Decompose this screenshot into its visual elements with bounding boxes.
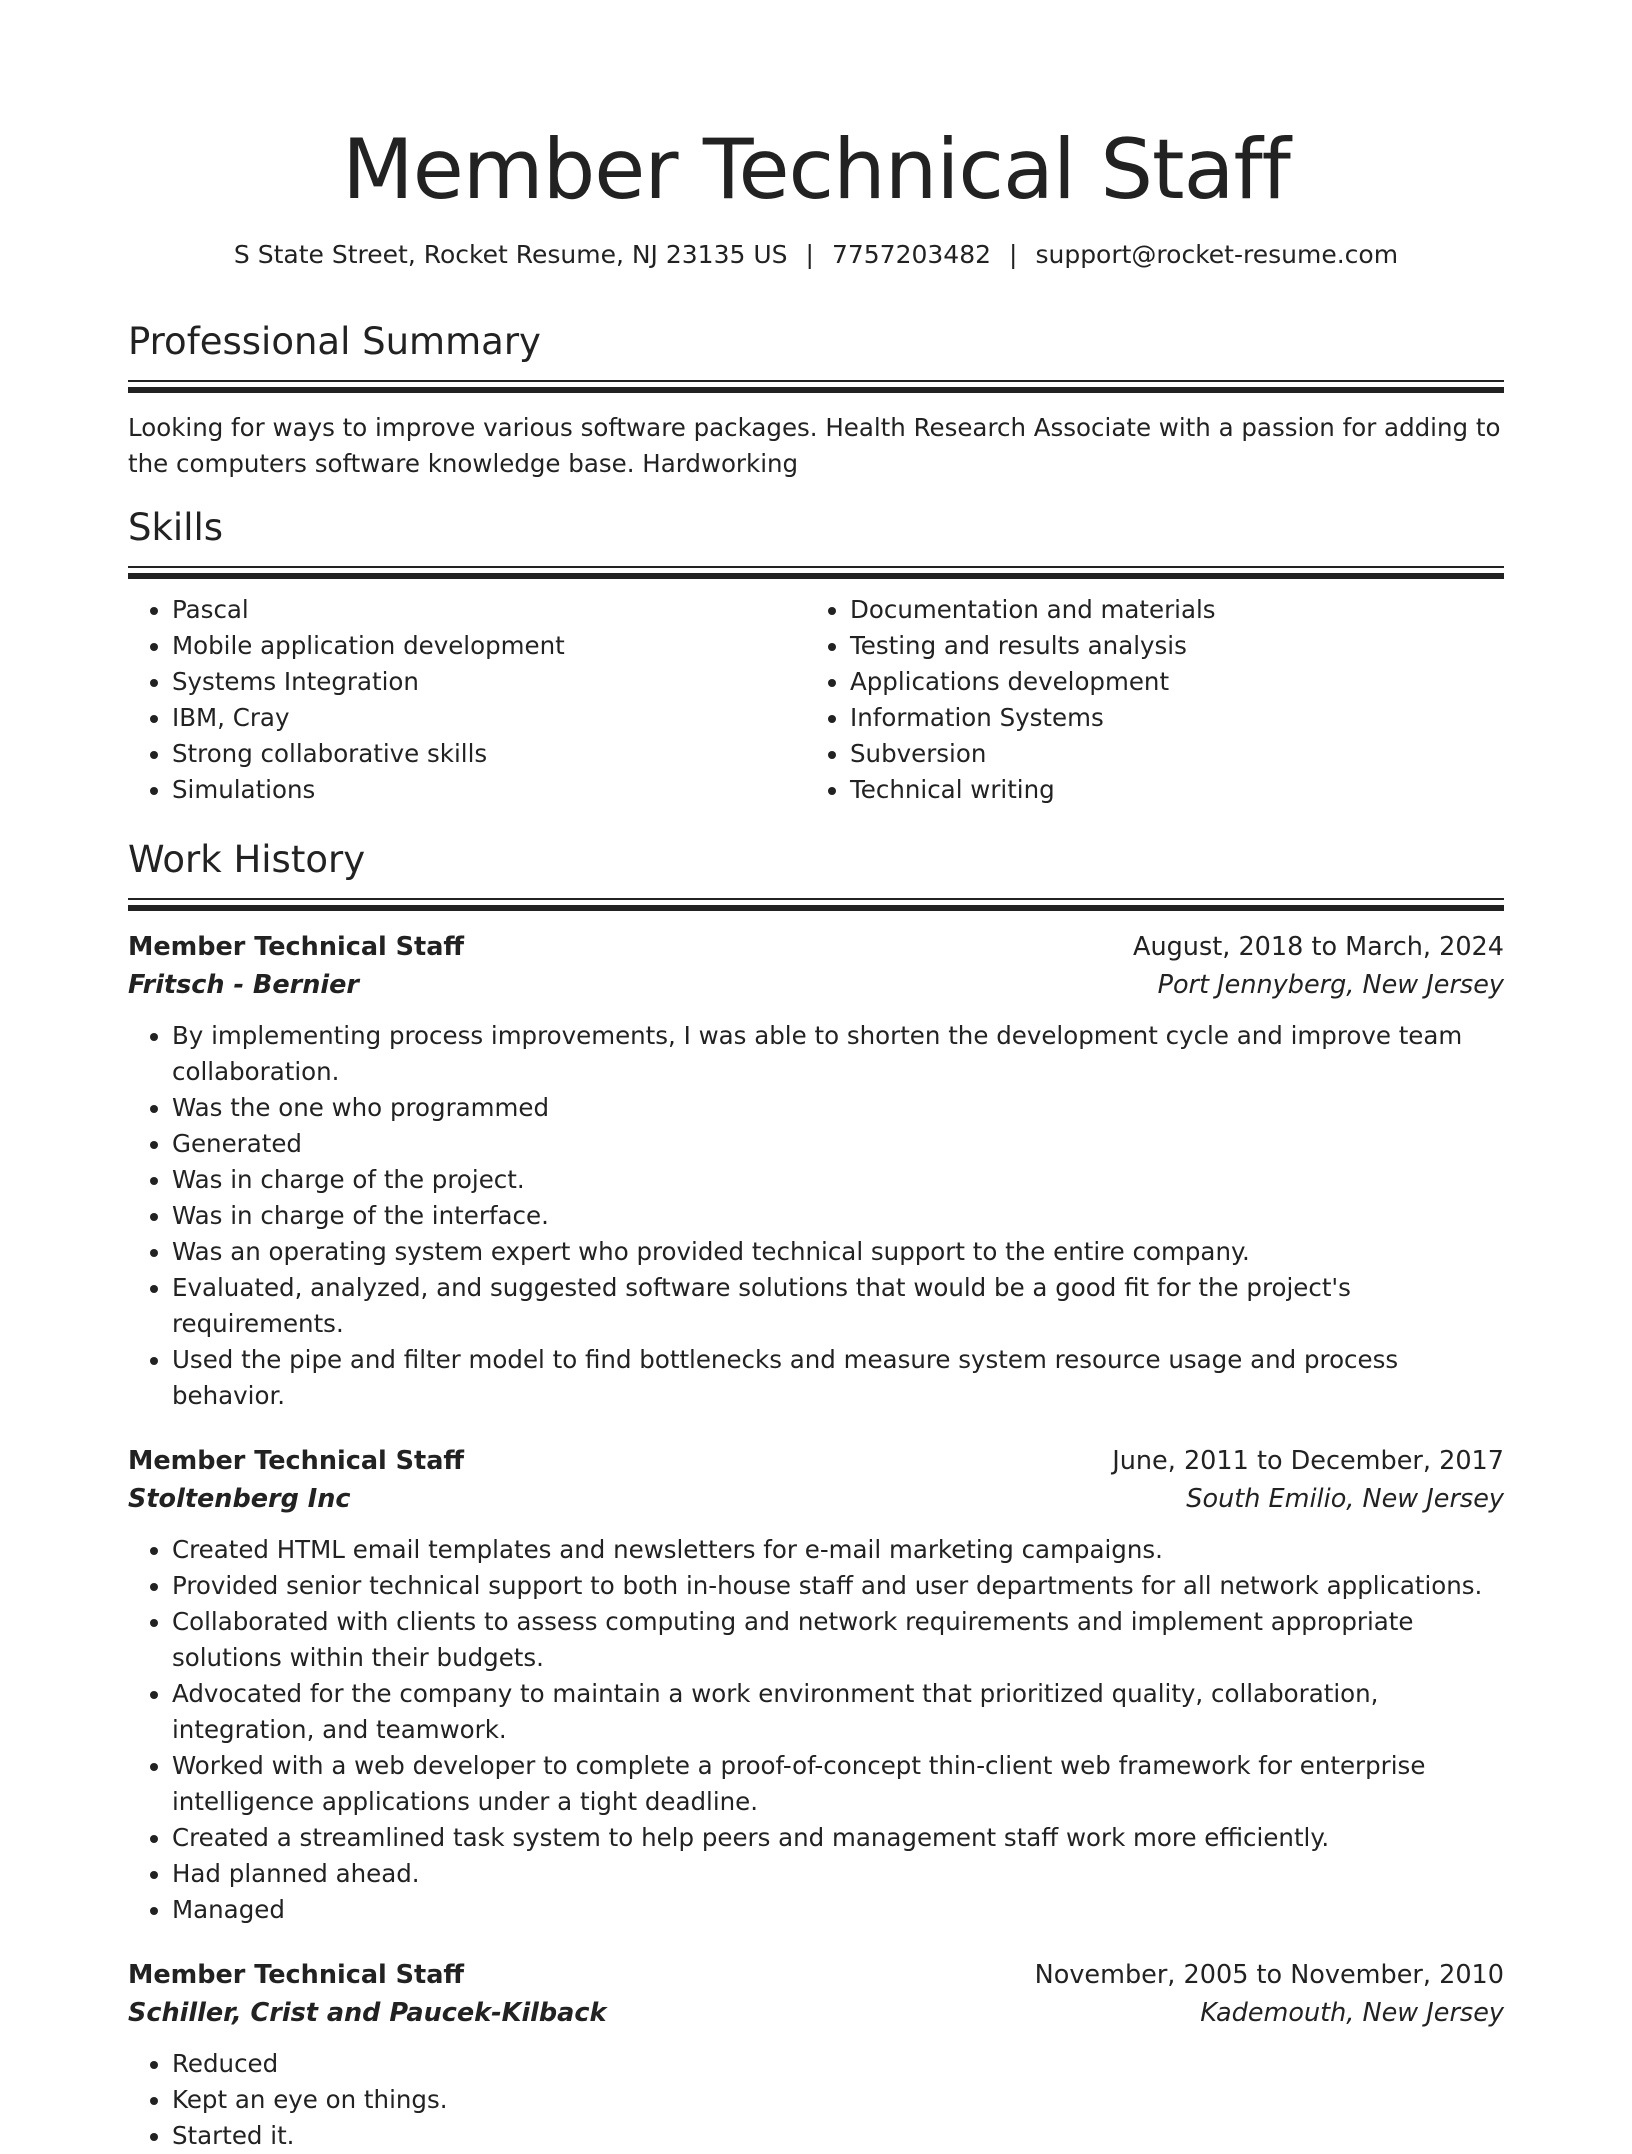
job-bullet: • Collaborated with clients to assess computing and network requirements and implement appropriate solutions within their budgets. (172, 1604, 1504, 1676)
job-bullet: • Was the one who programmed (172, 1090, 1504, 1126)
job-location: Port Jennyberg, New Jersey (1157, 970, 1504, 1000)
job-location: South Emilio, New Jersey (1186, 1484, 1504, 1514)
skill-item: • Technical writing (850, 772, 1484, 808)
job-header-row (128, 1442, 1504, 1480)
job-entry (128, 928, 1504, 1414)
job-entry (128, 1442, 1504, 1928)
skill-item: • Systems Integration (172, 664, 806, 700)
job-title: Member Technical Staff (128, 1446, 465, 1476)
job-bullet: • Was in charge of the interface. (172, 1198, 1504, 1234)
contact-separator: | (1009, 240, 1018, 269)
job-bullet: • By implementing process improvements, I was able to shorten the development cycle and improve team collaboration. (172, 1018, 1504, 1090)
skill-item: • Documentation and materials (850, 592, 1484, 628)
job-subheader-row (128, 1480, 1504, 1518)
job-bullets (128, 1018, 1504, 1414)
job-header-row (128, 928, 1504, 966)
contact-line (128, 238, 1504, 272)
contact-phone: 7757203482 (831, 240, 992, 269)
job-bullet: • Worked with a web developer to complete a proof-of-concept thin-client web framework for enterprise intelligence applications under a tight deadline. (172, 1748, 1504, 1820)
resume-name: Member Technical Staff (342, 121, 1290, 218)
job-header-row (128, 1956, 1504, 1994)
job-bullet: • Advocated for the company to maintain a work environment that prioritized quality, collaboration, integration, and teamwork. (172, 1676, 1504, 1748)
summary-text: Looking for ways to improve various software packages. Health Research Associate with a passion for adding to the computers software knowledge base. Hardworking (128, 413, 1501, 478)
job-bullet: • Reduced (172, 2046, 1504, 2082)
job-bullets (128, 1532, 1504, 1928)
job-company: Schiller, Crist and Paucek-Kilback (128, 1998, 607, 2028)
section-title-work: Work History (128, 838, 366, 881)
section-divider (128, 898, 1504, 912)
section-title-skills: Skills (128, 506, 224, 549)
job-bullets (128, 2046, 1504, 2154)
job-bullet: • Provided senior technical support to both in-house staff and user departments for all network applications. (172, 1568, 1504, 1604)
job-bullet: • Evaluated, analyzed, and suggested software solutions that would be a good fit for the project's requirements. (172, 1270, 1504, 1342)
skill-item: • Testing and results analysis (850, 628, 1484, 664)
skill-item: • Applications development (850, 664, 1484, 700)
section-divider (128, 566, 1504, 580)
job-title: Member Technical Staff (128, 1960, 465, 1990)
work-history-section (128, 836, 1504, 2154)
job-bullet: • Had planned ahead. (172, 1856, 1504, 1892)
job-bullet: • Kept an eye on things. (172, 2082, 1504, 2118)
section-divider (128, 380, 1504, 394)
job-location: Kademouth, New Jersey (1200, 1998, 1504, 2028)
job-company: Stoltenberg Inc (128, 1484, 351, 1514)
job-subheader-row (128, 1994, 1504, 2032)
job-dates: June, 2011 to December, 2017 (1112, 1446, 1504, 1476)
skill-item: • Pascal (172, 592, 806, 628)
resume-page (128, 0, 1504, 2150)
contact-separator: | (805, 240, 814, 269)
job-bullet: • Generated (172, 1126, 1504, 1162)
job-bullet: • Created a streamlined task system to help peers and management staff work more efficiently. (172, 1820, 1504, 1856)
skill-item: • Simulations (172, 772, 806, 808)
job-bullet: • Started it. (172, 2118, 1504, 2154)
job-bullet: • Created HTML email templates and newsletters for e-mail marketing campaigns. (172, 1532, 1504, 1568)
skills-columns (128, 592, 1504, 808)
skills-list-left (128, 592, 806, 808)
professional-summary-section (128, 318, 1504, 482)
contact-email: support@rocket-resume.com (1035, 240, 1399, 269)
skill-item: • Mobile application development (172, 628, 806, 664)
job-bullet: • Managed (172, 1892, 1504, 1928)
skill-item: • Strong collaborative skills (172, 736, 806, 772)
skills-section (128, 504, 1504, 808)
job-company: Fritsch - Bernier (128, 970, 359, 1000)
contact-address: S State Street, Rocket Resume, NJ 23135 US (233, 240, 788, 269)
job-entry (128, 1956, 1504, 2154)
skill-item: • IBM, Cray (172, 700, 806, 736)
job-bullet: • Was in charge of the project. (172, 1162, 1504, 1198)
job-subheader-row (128, 966, 1504, 1004)
job-bullet: • Was an operating system expert who provided technical support to the entire company. (172, 1234, 1504, 1270)
job-dates: November, 2005 to November, 2010 (1034, 1960, 1504, 1990)
skills-list-right (806, 592, 1484, 808)
job-bullet: • Used the pipe and filter model to find bottlenecks and measure system resource usage and process behavior. (172, 1342, 1504, 1414)
skill-item: • Information Systems (850, 700, 1484, 736)
section-title-summary: Professional Summary (128, 320, 541, 363)
job-dates: August, 2018 to March, 2024 (1133, 932, 1504, 962)
skill-item: • Subversion (850, 736, 1484, 772)
job-title: Member Technical Staff (128, 932, 465, 962)
